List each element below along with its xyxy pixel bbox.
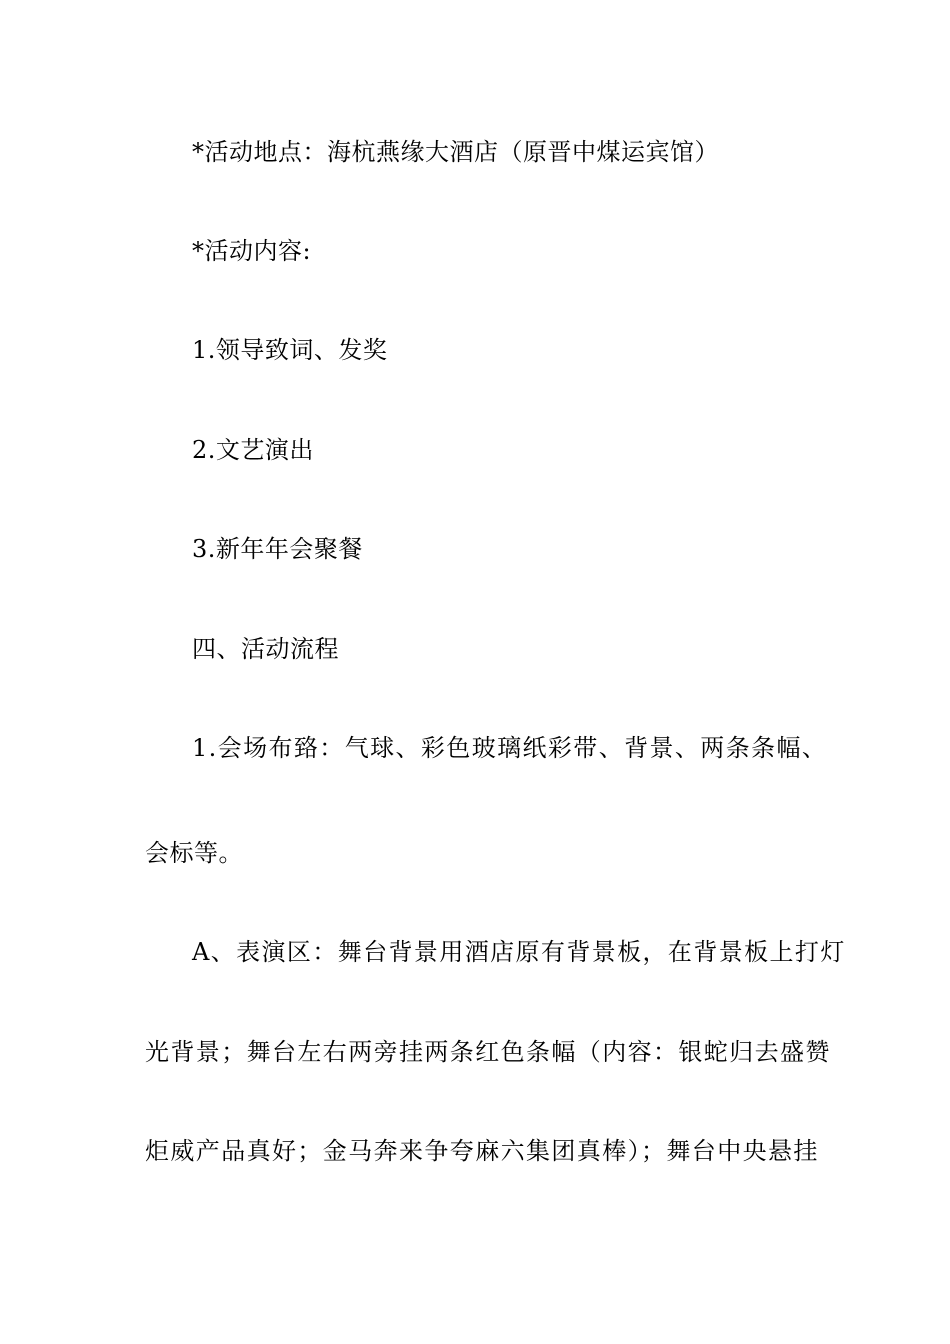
list-item-performance: 2.文艺演出 xyxy=(192,436,314,464)
paragraph-venue: *活动地点：海杭燕缘大酒店（原晋中煤运宾馆） xyxy=(192,138,719,166)
list-item-dinner: 3.新年年会聚餐 xyxy=(192,535,363,563)
list-item-speech-awards: 1.领导致词、发奖 xyxy=(192,336,388,364)
paragraph-stage-area-cont-2: 炬威产品真好；金马奔来争夸麻六集团真棒）；舞台中央悬挂 xyxy=(145,1137,819,1165)
paragraph-stage-area: A、表演区：舞台背景用酒店原有背景板，在背景板上打灯 xyxy=(192,938,846,966)
paragraph-content-heading: *活动内容: xyxy=(192,237,312,265)
paragraph-venue-decoration-cont: 会标等。 xyxy=(145,839,243,867)
paragraph-stage-area-cont-1: 光背景；舞台左右两旁挂两条红色条幅（内容：银蛇归去盛赞 xyxy=(145,1038,831,1066)
paragraph-venue-decoration: 1.会场布臵：气球、彩色玻璃纸彩带、背景、两条条幅、 xyxy=(192,734,828,762)
section-heading-flow: 四、活动流程 xyxy=(192,635,339,663)
